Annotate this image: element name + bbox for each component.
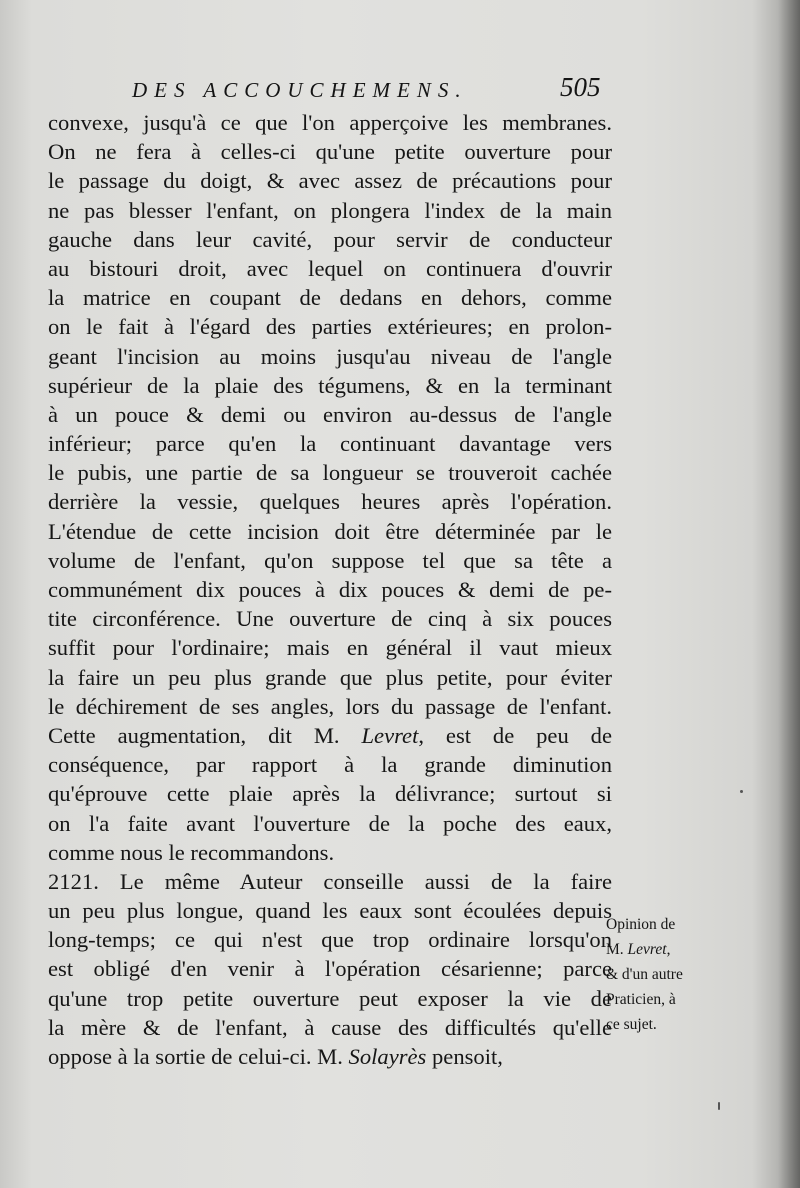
text-line: conséquence, par rapport à la grande diminution: [48, 752, 612, 778]
text-line: inférieur; parce qu'en la continuant davantage vers: [48, 431, 612, 457]
text-line: qu'une trop petite ouverture peut exposer la vie de: [48, 985, 612, 1011]
italic-name: Levret: [627, 941, 667, 958]
body-text: [48, 108, 612, 1071]
running-title: DES ACCOUCHEMENS.: [132, 78, 468, 102]
text-line: à un pouce & demi ou environ au-dessus de l'angle: [48, 401, 612, 427]
text-line: au bistouri droit, avec lequel on continuera d'ouvrir: [48, 255, 612, 281]
text-line: qu'éprouve cette plaie après la délivrance; surtout si: [48, 781, 612, 807]
paper-speck: [718, 1102, 720, 1110]
text-line: ne pas blesser l'enfant, on plongera l'index de la main: [48, 197, 612, 223]
text-line: 2121. Le même Auteur conseille aussi de la faire: [48, 868, 612, 894]
text-line: on le fait à l'égard des parties extérieures; en prolon-: [48, 314, 612, 340]
text-line: volume de l'enfant, qu'on suppose tel que sa tête a: [48, 547, 612, 573]
margin-note-line: & d'un autre: [606, 966, 683, 983]
text-line: le déchirement de ses angles, lors du passage de l'enfant.: [48, 693, 612, 719]
text-line: convexe, jusqu'à ce que l'on apperçoive les membranes.: [48, 110, 612, 135]
text-line: communément dix pouces à dix pouces & demi de pe-: [48, 577, 612, 602]
text-segment: ,: [666, 941, 671, 958]
page-header: [0, 70, 800, 110]
italic-name: Solayrès: [348, 1044, 427, 1069]
page-edge-shadow: [778, 0, 800, 1188]
text-line: suffit pour l'ordinaire; mais en général il vaut mieux: [48, 635, 612, 661]
text-line: comme nous le recommandons.: [48, 839, 335, 865]
text-line: le pubis, une partie de sa longueur se trouveroit cachée: [48, 460, 612, 486]
text-line: On ne fera à celles-ci qu'une petite ouverture pour: [48, 139, 612, 165]
text-line: est obligé d'en venir à l'opération césarienne; parce: [48, 956, 612, 982]
text-line: [48, 1042, 612, 1071]
text-line: geant l'incision au moins jusqu'au niveau de l'angle: [48, 343, 612, 369]
text-line: long-temps; ce qui n'est que trop ordinaire lorsqu'on: [48, 927, 612, 953]
text-line: un peu plus longue, quand les eaux sont écoulées depuis: [48, 898, 612, 924]
text-segment: pensoit,: [426, 1044, 503, 1069]
margin-note-line: Opinion de: [606, 916, 676, 933]
margin-note: [606, 912, 710, 1037]
text-line: supérieur de la plaie des tégumens, & en la terminant: [48, 372, 612, 398]
text-segment: Cette augmentation, dit M.: [48, 722, 362, 748]
text-line: gauche dans leur cavité, pour servir de conducteur: [48, 226, 612, 252]
paper-speck: [740, 790, 743, 793]
margin-note-line: Praticien, à: [606, 991, 676, 1008]
text-line: le passage du doigt, & avec assez de précautions pour: [48, 168, 612, 194]
text-line: la mère & de l'enfant, à cause des difficultés qu'elle: [48, 1014, 612, 1040]
text-line: on l'a faite avant l'ouverture de la poche des eaux,: [48, 810, 612, 836]
text-segment: M.: [606, 941, 628, 958]
text-line: L'étendue de cette incision doit être déterminée par le: [48, 518, 612, 544]
margin-note-line: ce sujet.: [606, 1016, 657, 1033]
text-segment: , est de peu de: [418, 722, 612, 748]
text-line: tite circonférence. Une ouverture de cinq à six pouces: [48, 606, 612, 632]
margin-note-line: [606, 937, 710, 962]
text-line: derrière la vessie, quelques heures après l'opération.: [48, 489, 612, 515]
italic-name: Levret: [361, 722, 419, 748]
text-line: la matrice en coupant de dedans en dehors, comme: [48, 285, 612, 311]
page-number: 505: [560, 72, 601, 102]
text-line: [48, 721, 612, 750]
text-segment: oppose à la sortie de celui-ci. M.: [48, 1044, 349, 1069]
text-line: la faire un peu plus grande que plus petite, pour éviter: [48, 664, 612, 690]
